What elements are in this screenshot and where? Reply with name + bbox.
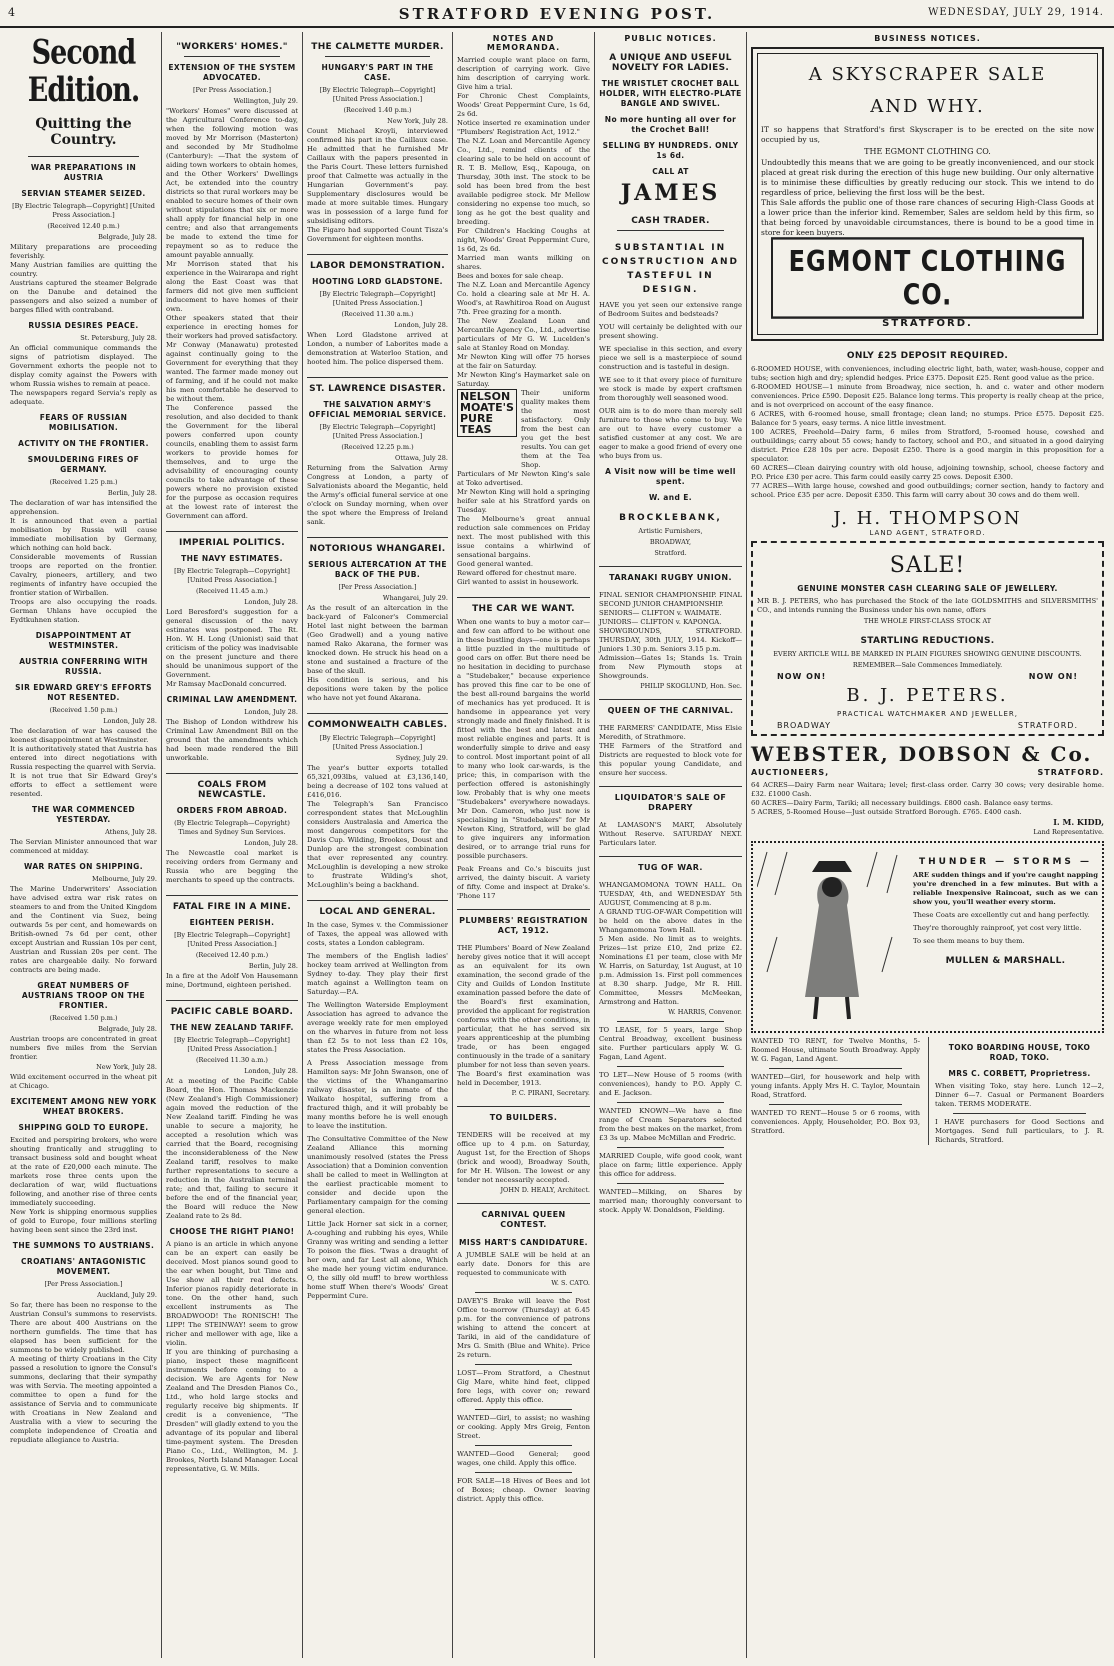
headline: DISAPPOINTMENT AT WESTMINSTER. — [35, 631, 132, 650]
wire-credit: [By Electric Telegraph—Copyright] [United Press Association.] — [319, 290, 436, 307]
article-paragraph: The Servian Minister announced that war commenced at midday. — [10, 838, 157, 855]
dateline: Melbourne, July 29. — [91, 875, 157, 883]
storm-headline: THUNDER — STORMS — — [918, 857, 1093, 867]
note-item: Mr Newton King's Haymarket sale on Saturday. — [457, 371, 590, 388]
received-time: (Received 11.30 a.m.) — [196, 1056, 268, 1064]
article-paragraph: So far, there has been no response to the Austrian Consul's summons to reservists. There are about 400 Austrians on the northern gumfields. The time that has elapsed has been sufficient for the summons to be widely published. — [10, 1301, 157, 1354]
divider — [184, 56, 280, 57]
received-time: (Received 1.40 p.m.) — [343, 106, 412, 114]
furniture-text: YOU will certainly be delighted with our present showing. — [599, 323, 742, 340]
notice-text: SENIORS— CLIFTON v. WAIMATE. — [599, 609, 722, 617]
article-paragraph: The Wellington Waterside Employment Association has agreed to advance the average weekly rate for men employed on the wharves in future from not less than £2 5s to not less than £2 10s, states the Press Association. — [307, 1001, 448, 1054]
dateline: Berlin, July 28. — [248, 962, 298, 970]
column-politics — [161, 32, 302, 1658]
column-public-notices — [594, 32, 746, 1658]
dateline: London, July 28. — [244, 598, 298, 606]
nelson-moate-ad — [457, 389, 590, 470]
divider — [475, 1445, 572, 1446]
dateline: New York, July 28. — [96, 1063, 157, 1071]
divider — [325, 56, 430, 57]
signature: P. C. PIRANI, Secretary. — [511, 1089, 590, 1097]
section-heading: QUEEN OF THE CARNIVAL. — [599, 699, 742, 716]
ad-text: STARTLING REDUCTIONS. — [860, 636, 995, 646]
article-paragraph: The year's butter exports totalled 65,321,093lbs, valued at £3,136,140, being a decrease of 102 tons valued at £416,016. — [307, 764, 448, 799]
notice-text: FINAL SENIOR CHAMPIONSHIP. FINAL SECOND JUNIOR CHAMPIONSHIP. — [599, 591, 742, 608]
section-heading: FATAL FIRE IN A MINE. — [166, 895, 298, 912]
section-heading: COALS FROM NEWCASTLE. — [166, 773, 298, 800]
headline: AUSTRIA CONFERRING WITH RUSSIA. — [19, 657, 148, 676]
firm-address: BROADWAY, — [649, 538, 692, 546]
article-paragraph: The declaration of war has intensified the apprehension. — [10, 499, 157, 516]
ad-text: A Visit now will be time well spent. — [605, 467, 736, 486]
wire-credit: (By Electric Telegraph—Copyright) Times and Sydney Sun Services. — [174, 819, 290, 836]
signature: W. HARRIS, Convenor. — [668, 1008, 742, 1016]
dateline: Belgrade, July 28. — [98, 233, 157, 241]
article-paragraph: Wild excitement occurred in the wheat pit at Chicago. — [10, 1073, 157, 1090]
signature: PHILIP SKOGLUND, Hon. Sec. — [640, 682, 742, 690]
section-heading: CARNIVAL QUEEN CONTEST. — [457, 1203, 590, 1230]
received-time: (Received 12.40 p.m.) — [195, 951, 269, 959]
notice-text: A GRAND TUG-OF-WAR Competition will be held on the above dates in the Whangamomona Town Hall. — [599, 908, 742, 934]
article-paragraph: A piano is an article in which anyone can be an expert can easily be deceived. Most pianos sound good to the ear when bought, but Time and Use show all their real defects. Inferior pianos rapidly deteriorate in tone. On the other hand, such excellent instruments as The BROADWOOD! The RONISCH! The LIPP! The STEINWAY! seem to grow richer and mellower with age, like a violin. — [166, 1240, 298, 1347]
property-listing: 6-ROOMED HOUSE, with conveniences, including electric light, bath, water, wash-house, copper and tubs; section high and dry; splendid hedges. Price £375. Deposit £25. Rent good value as the price. — [751, 365, 1104, 382]
sale-subheadline: GENUINE MONSTER CASH CLEARING SALE OF JEWELLERY. — [797, 584, 1058, 593]
classified-ad: When visiting Toko, stay here. Lunch 12—2, Dinner 6—7. Casual or Permanent Boarders taken. TERMS MODERATE. — [935, 1082, 1104, 1108]
nelson-text: Their uniform quality makes them the most satisfactory. Only from the best can you get the best results. You can get them at the Tea Shop. — [520, 389, 590, 469]
property-listing: 6 ACRES, with 6-roomed house, small frontage; clean land; no stumps. Price £575. Deposit £25. Balance for 5 years, easy terms. A nice little investment. — [751, 410, 1104, 427]
headline: A UNIQUE AND USEFUL NOVELTY FOR LADIES. — [609, 53, 732, 73]
trader-label: CASH TRADER. — [631, 216, 710, 226]
auctioneer-label: AUCTIONEERS, — [751, 768, 830, 777]
article-paragraph: Military preparations are proceeding feverishly. — [10, 243, 157, 260]
ad-text: These Coats are excellently cut and hang perfectly. — [913, 911, 1090, 919]
egmont-brand: EGMONT CLOTHING CO. — [771, 237, 1084, 319]
article-paragraph: It is announced that even a partial mobilisation by Russia will cause immediate mobilisation by Germany, which nothing can hold back. — [10, 517, 157, 552]
article-paragraph: It is not true that Sir Edward Grey's efforts to effect a settlement were resented. — [10, 772, 157, 798]
note-item: The New Zealand Loan and Mercantile Agency Co., Ltd., advertise particulars of Mr G. W. Lucelden's sale at Stanley Road on Monday. — [457, 317, 590, 352]
article-paragraph: Mr Ramsay MacDonald concurred. — [166, 680, 287, 688]
wire-credit: [Per Press Association.] — [338, 583, 417, 591]
column-heading: NOTES AND MEMORANDA. — [486, 34, 561, 52]
headline: ORDERS FROM ABROAD. — [176, 806, 288, 815]
note-item: Mr Newton King will offer 75 horses at the fair on Saturday. — [457, 353, 590, 370]
headline: THE NAVY ESTIMATES. — [181, 554, 283, 563]
address-city: STRATFORD. — [1017, 721, 1078, 730]
furniture-text: OUR aim is to do more than merely sell furniture to those who come to buy. We are out to have every customer a satisfied customer at any cost. We are eager to make a good friend of every one who buys from us. — [599, 407, 742, 460]
headline: SERIOUS ALTERCATION AT THE BACK OF THE PUB. — [308, 560, 447, 579]
ad-headline: A SKYSCRAPER SALE — [808, 64, 1047, 85]
ad-city: STRATFORD. — [882, 318, 973, 329]
headline: THE WRISTLET CROCHET BALL HOLDER, WITH ELECTRO-PLATE BANGLE AND SWIVEL. — [599, 79, 742, 108]
headline: EXTENSION OF THE SYSTEM ADVOCATED. — [168, 63, 296, 82]
edition-heading: Second Edition. — [27, 33, 140, 110]
note-item: The N.Z. Loan and Mercantile Agency Co. hold a clearing sale at Mr H. A. Wood's, at Rawhitiroa Road on August 7th. Free grazing for a month. — [457, 281, 590, 316]
firm-desc: Artistic Furnishers, — [638, 527, 703, 535]
article-paragraph: Troops are also occupying the roads. German Uhlans have occupied the Eydtkuhnen station. — [10, 598, 157, 624]
dateline: Athens, July 28. — [105, 828, 157, 836]
agent-title: LAND AGENT, STRATFORD. — [869, 529, 986, 537]
classified-ad: WANTED—Good General; good wages, one child. Apply this office. — [457, 1450, 590, 1467]
furniture-headline: SUBSTANTIAL IN CONSTRUCTION AND TASTEFUL IN DESIGN. — [601, 243, 740, 295]
classified-ad: TO LET—New House of 5 rooms (with conveniences), handy to P.O. Apply C. and E. Jackson. — [599, 1071, 742, 1097]
listing-heading: ONLY £25 DEPOSIT REQUIRED. — [846, 351, 1009, 361]
classified-ad: WANTED—Girl, for housework and help with young infants. Apply Mrs H. C. Taylor, Mountain Road, Stratford. — [751, 1073, 920, 1099]
auctioneer-city: STRATFORD. — [1037, 768, 1104, 777]
jeweller-title: PRACTICAL WATCHMAKER AND JEWELLER, — [836, 710, 1018, 718]
article-paragraph: The newspapers regard Servia's reply as adequate. — [10, 389, 157, 406]
dateline: Belgrade, July 28. — [98, 1025, 157, 1033]
divider — [475, 1364, 572, 1365]
section-heading: NOTORIOUS WHANGAREI. — [307, 537, 448, 554]
received-time: (Received 1.50 p.m.) — [49, 1014, 118, 1022]
jewellery-sale-ad — [751, 541, 1104, 736]
note-item: Married man wants milking on shares. — [457, 254, 590, 271]
article-paragraph: An official communique commands the signs of patriotism displayed. The Government exhorts the people not to display comity against the Powers with whom Russia wishes to remain at peace. — [10, 344, 157, 388]
received-time: (Received 11.45 a.m.) — [196, 587, 268, 595]
divider — [769, 1104, 902, 1105]
headline: GREAT NUMBERS OF AUSTRIANS TROOP ON THE FRONTIER. — [21, 981, 146, 1010]
article-paragraph: If you are thinking of purchasing a piano, inspect these magnificent instruments before coming to a decision. We are Agents for New Zealand and The Dresden Pianos Co., Ltd., who hold large stocks and regularly receive big shipments. If credit is a convenience, "The Dresden" will gladly extend to you the advantage of its popular and liberal time-payment system. The Dresden Piano Co., Ltd., Wellington, M. J. Brookes, North Island Manager. Local representative, G. W. Mills. — [166, 1348, 298, 1473]
article-paragraph: Austrians captured the steamer Belgrade on the Danube and detained the passengers and also seized a number of barges filled with contraband. — [10, 279, 157, 314]
signature: JOHN D. HEALY, Architect. — [500, 1186, 590, 1194]
property-listing: 77 ACRES—With large house, cowshed and good outbuildings; corner section, handy to factory and school. Price £35 per acre. Deposit £350. This farm will carry about 30 cows and do them well. — [751, 482, 1104, 499]
wire-credit: [By Electric Telegraph—Copyright] [United Press Association.] — [174, 567, 290, 584]
property-listing: 60 ACRES—Dairy Farm, Tariki; all necessary buildings. £800 cash. Balance easy terms. — [751, 799, 1053, 807]
column-cables — [302, 32, 452, 1658]
now-on-label: NOW ON! — [777, 672, 827, 681]
headline: EIGHTEEN PERISH. — [189, 918, 275, 927]
divider — [617, 1021, 724, 1022]
storm-illustration — [757, 847, 907, 1027]
article-paragraph: The Telegraph's San Francisco correspondent states that McLoughlin considers Australasia and America the most dangerous competitors for the Davis Cup. Wilding, Brookes, Doust and Dunlop are the strongest combination that ever represented any country. McLoughlin is developing a new stroke to frustrate Wilding's shot, McLoughlin's being a backhand. — [307, 800, 448, 889]
headline: THE SALVATION ARMY'S OFFICIAL MEMORIAL SERVICE. — [308, 400, 447, 419]
furniture-text: HAVE you yet seen our extensive range of Bedroom Suites and bedsteads? — [599, 301, 742, 318]
agent-name: I. M. KIDD, — [1053, 817, 1104, 827]
wire-credit: [Per Press Association.] — [193, 86, 271, 94]
ad-text: No more hunting all over for the Crochet Ball! — [604, 115, 737, 134]
section-heading: LIQUIDATOR'S SALE OF DRAPERY — [599, 786, 742, 813]
headline: ACTIVITY ON THE FRONTIER. — [18, 439, 149, 448]
dateline: London, July 28. — [244, 708, 298, 716]
property-listing: 6-ROOMED HOUSE—1 minute from Broadway, nice section, h. and c. water and other modern conveniences. Price £590. Deposit £25. Balance long terms. This property is really cheap at the price, and is not overpriced on account of the easy finance. — [751, 383, 1104, 409]
received-time: (Received 11.30 a.m.) — [341, 310, 414, 318]
headline: EXCITEMENT AMONG NEW YORK WHEAT BROKERS. — [10, 1097, 157, 1116]
article-paragraph: Count Michael Kroyli, interviewed confirmed his part in the Caillaux case. He admitted that he furnished Mr Caillaux with the papers presented in the Paris Court. These letters furnished proof that Calmette was actually in the Hungarian Government's pay. Supplementary disclosures would be made at more suitable times. Hungary was in possession of a large fund for subsidising editors. — [307, 127, 448, 225]
section-heading: TARANAKI RUGBY UNION. — [599, 566, 742, 583]
property-listing: 5 ACRES, 5-Roomed House—Just outside Stratford Borough. £765. £400 cash. — [751, 808, 1022, 816]
ad-text: THE EGMONT CLOTHING CO. — [864, 147, 991, 156]
notice-text: WHANGAMOMONA TOWN HALL. On TUESDAY, 4th, and WEDNESDAY 5th AUGUST, Commencing at 8 p.m. — [599, 881, 742, 907]
divider — [617, 1147, 724, 1148]
ad-text: EVERY ARTICLE WILL BE MARKED IN PLAIN FIGURES SHOWING GENUINE DISCOUNTS. — [773, 650, 1082, 658]
notice-text: A JUMBLE SALE will be held at an early date. Donors for this are requested to communicate with — [457, 1251, 590, 1277]
wire-credit: [By Electric Telegraph—Copyright] [United Press Association.] — [174, 931, 290, 948]
section-heading: LOCAL AND GENERAL. — [307, 900, 448, 917]
headline: SHIPPING GOLD TO EUROPE. — [18, 1123, 149, 1132]
wire-credit: [By Electric Telegraph—Copyright] [United Press Association.] — [319, 86, 436, 103]
article-paragraph: Many Austrian families are quitting the country. — [10, 261, 157, 278]
classified-ad: WANTED—Girl, to assist; no washing or cooking. Apply Mrs Greig, Fenton Street. — [457, 1414, 590, 1440]
divider — [28, 156, 139, 157]
newspaper-title: STRATFORD EVENING POST. — [398, 5, 716, 23]
note-item: For Children's Hacking Coughs at night, Woods' Great Peppermint Cure, 1s 6d, 2s 6d. — [457, 227, 590, 253]
skyscraper-sale-ad — [751, 47, 1104, 341]
classified-ad: LOST—From Stratford, a Chestnut Gig Mare, white hind feet, clipped fore legs, with cover on; reward offered. Apply this office. — [457, 1369, 590, 1404]
headline: HOOTING LORD GLADSTONE. — [312, 277, 443, 286]
article-paragraph: A Press Association message from Hamilton says: Mr John Swanson, one of the victims of the Whangamarino railway disaster, is an inmate of the Waikato hospital, suffering from a fractured thigh, and it will probably be many months before he is well enough to leave the institution. — [307, 1059, 448, 1130]
ad-text: To see them means to buy them. — [913, 937, 1025, 945]
section-heading: PLUMBERS' REGISTRATION ACT, 1912. — [457, 909, 590, 936]
headline: CROATIANS' ANTAGONISTIC MOVEMENT. — [20, 1257, 146, 1276]
boarding-house-name: TOKO BOARDING HOUSE, TOKO ROAD, TOKO. — [948, 1043, 1091, 1062]
article-paragraph: Mr Morrison stated that his experience in the Wairarapa and right along the East Coast was that farmers did not give men sufficient inducement to have homes of their own. — [166, 260, 298, 313]
note-item: Particulars of Mr Newton King's sale at Toko advertised. — [457, 470, 590, 487]
classified-ad: MARRIED Couple, wife good cook, want place on farm; little experience. Apply this office for address. — [599, 1152, 742, 1178]
note-item: Notice inserted re examination under "Plumbers' Registration Act, 1912." — [457, 119, 590, 136]
article-paragraph: The Consultative Committee of the New Zealand Alliance this morning unanimously resolved (states the Press Association) that a Dominion convention shall be called to meet in Wellington at the earliest practicable moment to consider and decide upon the Parliamentary campaign for the coming general election. — [307, 1135, 448, 1215]
jeweller-name: B. J. PETERS. — [846, 685, 1009, 706]
retailer-name: MULLEN & MARSHALL. — [945, 956, 1066, 966]
note-item: The N.Z. Loan and Mercantile Agency Co., Ltd., remind clients of the clearing sale to be held on account of R. T. B. Mellow, Esq., Kapouga, on Thursday, 30th inst. The stock to be sold has been bred from the best available pedigree stock. Mr Mellow considering no expense too much, so long as he got the best quality and breeding. — [457, 137, 590, 226]
article-paragraph: When one wants to buy a motor car—and few can afford to be without one in these bustling days—one is perhaps a little puzzled in the multitude of good cars on offer. But there need be no hesitation in deciding to purchase a "Studebaker," because experience has proved this fine car to be one of the best all-round bargains the world of mechanics has yet produced. It is handsome in appearance yet very strongly made and finely finished. It is fitted with the best and latest and most reliable engines and parts. It is wonderfully simple to drive and easy to control. Most important point of all to many who look car-wards, is the price; this, in comparison with the perfection offered is astonishingly low. Probably that is why one meets "Studebakers" everywhere nowadays. Mr Don. Cameron, who just now is specialising in "Studebakers" for Mr Newton King, Stratford, will be glad to give inquirers any information desired, or to arrange trial runs for possible purchasers. — [457, 618, 590, 860]
article-paragraph: Lord Beresford's suggestion for a general discussion of the navy estimates was postponed. The Rt. Hon. W. H. Long (Unionist) said that criticism of the policy was inadvisable on the present juncture and there should be unanimous support of the Government. — [166, 608, 298, 679]
divider — [617, 230, 724, 231]
section-heading: COMMONWEALTH CABLES. — [307, 713, 448, 730]
classified-ad: WANTED TO RENT—House 5 or 6 rooms, with conveniences. Apply, Householder, P.O. Box 93, Stratford. — [751, 1109, 920, 1135]
headline: CHOOSE THE RIGHT PIANO! — [169, 1227, 295, 1236]
notice-text: TENDERS will be received at my office up to 4 p.m. on Saturday, August 1st, for the Erection of Shops (brick and wood), Broadway South, for Mr H. Wilson. The lowest or any tender not necessarily accepted. — [457, 1131, 590, 1184]
article-paragraph: Little Jack Horner sat sick in a corner, A-coughing and rubbing his eyes, While Granny was writing and sending a letter To poison the flies. 'Twas a draught of her own, and far Lest all alone, Which she made her young victim endurance. O, the silly old muff! to brew worthless home stuff When there's Woods' Great Peppermint Cure. — [307, 1220, 448, 1300]
column-heading: PUBLIC NOTICES. — [624, 34, 717, 43]
now-on-row — [757, 672, 1098, 681]
wire-credit: [By Electric Telegraph—Copyright] [United Press Association.] — [319, 423, 436, 440]
firm-city: Stratford. — [654, 549, 687, 557]
classified-ad: WANTED TO RENT, for Twelve Months, 5-Roomed House, ultimate South Broadway. Apply W. G. Fagan, Land Agent. — [751, 1037, 920, 1063]
headline: HUNGARY'S PART IN THE CASE. — [321, 63, 434, 82]
notice-text: THE Plumbers' Board of New Zealand hereby gives notice that it will accept as an equivalent for its own examination, the second grade of the City and Guilds of London Institute examination passed before the date of the Board's first examination, provided the applicant for registration conforms with the other conditions, in particular, that he has served six years apprenticeship at the plumbing trade, or has been engaged continuously in the trade of a sanitary plumber for not less than seven years. The Board's first examination was held in December, 1913. — [457, 944, 590, 1087]
headline: WAR PREPARATIONS IN AUSTRIA — [30, 163, 137, 182]
auctioneer-row — [751, 768, 1104, 777]
article-paragraph: His condition is serious, and his depositions were taken by the police who have not yet found Akarana. — [307, 676, 448, 702]
article-paragraph: The Marine Underwriters' Association have advised extra war risk rates on steamers to and from the United Kingdom and the Continent via Suez, being outwards 5s per cent, and homewards on British-owned 7s 6d per cent, other except Austrian and Russian 10s per cent, Austrian and Russian 20s per cent. The rates are chargeable daily. No forward contracts are being made. — [10, 885, 157, 974]
ad-text: Undoubtedly this means that we are going to be greatly inconvenienced, and our stock placed at great risk during the erection of this huge new building. Our only alternative is to minimise these difficulties by greatly reducing our stock. This we intend to do regardless of price, believing the first loss will be the best. — [761, 158, 1094, 197]
article-paragraph: As the result of an altercation in the back-yard of Falconer's Commercial Hotel last night between the barman (Geo Gradwell) and a young native named Rako Akarana, the former was knocked down. He struck his head on a stone and sustained a fracture of the base of the skull. — [307, 604, 448, 675]
agent-title: Land Representative. — [1033, 828, 1104, 836]
property-listing: 64 ACRES—Dairy Farm near Waitara; level; first-class order. Carry 30 cows; very desirable home. £32. £1000 Cash. — [751, 781, 1104, 798]
proprietress: MRS C. CORBETT, Proprietress. — [948, 1069, 1091, 1078]
headline: THE SUMMONS TO AUSTRIANS. — [12, 1241, 155, 1250]
wire-credit: [By Electric Telegraph—Copyright] [United Press Association.] — [319, 734, 436, 751]
classified-ad: FOR SALE—18 Hives of Bees and lot of Boxes; cheap. Owner leaving district. Apply this office. — [457, 1477, 590, 1503]
article-paragraph: It is authoritatively stated that Austria has entered into direct negotiations with Russia respecting the quarrel with Servia. — [10, 745, 157, 771]
property-listing: 100 ACRES, Freehold—Dairy farm, 6 miles from Stratford, 5-roomed house, cowshed and outbuildings; carry about 55 cows; handy to factory, school and P.O., and situated in a good dairying district. Price £28 10s per acre. Deposit £250. There is a good margin in this proposition for a speculator. — [751, 428, 1104, 463]
classified-ad: TO LEASE, for 5 years, large Shop Central Broadway, excellent business site. Further particulars apply W. G. Fagan, Land Agent. — [599, 1026, 742, 1061]
received-time: (Received 12.40 p.m.) — [47, 222, 120, 230]
furniture-text: WE specialise in this section, and every piece we sell is a masterpiece of sound construction and is tasteful in design. — [599, 345, 742, 371]
ad-text: ARE sudden things and if you're caught napping you're drenched in a few minutes. But with a reliable Inexpensive Raincoat, such as we can show you, you'll weather every storm. — [913, 871, 1098, 906]
ad-text: They're thoroughly rainproof, yet cost very little. — [913, 924, 1082, 932]
headline: MISS HART'S CANDIDATURE. — [459, 1238, 588, 1247]
article-paragraph: At a meeting of the Pacific Cable Board, the Hon. Thomas Mackenzie (New Zealand's High Commissioner) again moved the reduction of the New Zealand tariff. Finding he was unable to secure a majority, he accepted a resolution which was carried that the Board, recognising the inconsiderableness of the New Zealand tariff, resolves to make further representations to secure a reduction in the Australian terminal rate; and that, failing to secure it before the end of the financial year, the Board will reduce the New Zealand rate to 2s 8d. — [166, 1077, 298, 1220]
note-item: Bees and boxes for sale cheap. — [457, 272, 564, 280]
section-heading: LABOR DEMONSTRATION. — [307, 254, 448, 271]
note-item: Good general wanted. — [457, 560, 534, 568]
article-paragraph: Peak Freans and Co.'s biscuits just arrived, the dainty biscuit. A variety of fifty. Come and inspect at Drake's. 'Phone 117 — [457, 865, 590, 900]
issue-date: WEDNESDAY, JULY 29, 1914. — [928, 7, 1104, 18]
dateline: London, July 28. — [244, 839, 298, 847]
section-heading: TUG OF WAR. — [599, 856, 742, 873]
column-war-news — [6, 32, 161, 1658]
note-item: Reward offered for chestnut mare. — [457, 569, 577, 577]
notice-text: At LAMASON'S MART, Absolutely Without Reserve. SATURDAY NEXT. Particulars later. — [599, 821, 742, 847]
notice-text: SHOWGROUNDS, STRATFORD. THURSDAY, 30th JULY, 1914. Kickoff—Juniors 1.30 p.m. Seniors 3.15 p.m. — [599, 627, 742, 653]
article-paragraph: The Newcastle coal market is receiving orders from Germany and Russia who are begging the merchants to speed up the contracts. — [166, 849, 298, 884]
ad-text: MR B. J. PETERS, who has purchased the Stock of the late GOLDSMITHS and SILVERSMITHS' CO., and intends running the Business under his own name, offers — [757, 597, 1098, 614]
ad-text: IT so happens that Stratford's first Skyscraper is to be erected on the site now occupied by us, — [761, 125, 1094, 144]
page-number: 4 — [8, 6, 15, 19]
notice-text: JUNIORS— CLIFTON v. KAPONGA. — [599, 618, 722, 626]
ad-text: CALL AT — [652, 167, 689, 176]
article-paragraph: Excited and perspiring brokers, who were shouting frantically and struggling to transact business sold and bought wheat at the rate of £20,000 each minute. The markets rose three cents upon the declaration of war, wild fluctuations following, and another rise of three cents immediately succeeding. — [10, 1136, 157, 1207]
agent-name: J. H. THOMPSON — [833, 508, 1022, 529]
article-paragraph: The Figaro had supported Count Tisza's Government for eighteen months. — [307, 226, 448, 243]
headline: WAR RATES ON SHIPPING. — [24, 862, 143, 871]
dateline: St. Petersburg, July 28. — [80, 334, 157, 342]
wire-credit: [Per Press Association.] — [44, 1280, 123, 1288]
article-paragraph: Austrian troops are concentrated in great numbers five miles from the Servian frontier. — [10, 1035, 157, 1061]
masthead — [0, 0, 1114, 28]
headline: CRIMINAL LAW AMENDMENT. — [166, 695, 298, 704]
section-heading: ST. LAWRENCE DISASTER. — [307, 377, 448, 394]
headline: RUSSIA DESIRES PEACE. — [28, 321, 139, 330]
property-listing: 60 ACRES—Clean dairying country with old house, adjoining township, school, cheese factory and P.O. Price £30 per acre. This farm could easily carry 25 cows. Deposit £300. — [751, 464, 1104, 481]
headline: THE WAR COMMENCED YESTERDAY. — [31, 805, 136, 824]
section-heading: PACIFIC CABLE BOARD. — [166, 1000, 298, 1017]
jeweller-address — [757, 721, 1098, 730]
note-item: Married couple want place on farm, description of carrying work. Give him description of carrying work. Give him a trial. — [457, 56, 590, 91]
note-item: For Chronic Chest Complaints, Woods' Great Peppermint Cure, 1s 6d, 2s 6d. — [457, 92, 590, 118]
notice-text: THE FARMERS' CANDIDATE, Miss Elsie Meredith, of Strathmore. — [599, 724, 742, 741]
notice-text: Admission—Gates 1s; Stands 1s. Train from New Plymouth stops at Showgrounds. — [599, 654, 742, 680]
section-heading: IMPERIAL POLITICS. — [166, 531, 298, 548]
nelson-brand: NELSON MOATE'S PURE TEAS — [457, 389, 517, 437]
ad-text: REMEMBER—Sale Commences Immediately. — [852, 661, 1003, 669]
headline: SIR EDWARD GREY'S EFFORTS NOT RESENTED. — [15, 683, 152, 702]
article-paragraph: In a fire at the Adolf Von Hausemann mine, Dortmund, eighteen perished. — [166, 972, 298, 989]
article-paragraph: The Bishop of London withdrew his Criminal Law Amendment Bill on the ground that the amendments which had been made rendered the Bill unworkable. — [166, 718, 298, 762]
headline: "WORKERS' HOMES." — [176, 42, 288, 52]
ad-text: This Sale affords the public one of those rare chances of securing High-Class Goods at a lower price than the inferior kind. Remember, Sales are seldom held by this firm, so that being forced by unavoidable circumstances, there is bound to be a good time in store for keen buyers. — [761, 198, 1094, 237]
section-heading: THE CAR WE WANT. — [457, 597, 590, 614]
classified-ad: WANTED—Milking, on Shares by married man; thoroughly conversant to stock. Apply W. Donaldson, Fielding. — [599, 1188, 742, 1214]
subheading: Quitting the Country. — [35, 116, 132, 148]
ad-text: THE WHOLE FIRST-CLASS STOCK AT — [863, 617, 992, 625]
headline: FEARS OF RUSSIAN MOBILISATION. — [39, 413, 128, 432]
article-paragraph: When Lord Gladstone arrived at London, a number of Laborites made a demonstration at Waterloo Station, and hooted him. The police dispersed them. — [307, 331, 448, 366]
dateline: Berlin, July 28. — [107, 489, 157, 497]
divider — [475, 1409, 572, 1410]
notice-text: DAVEY'S Brake will leave the Post Office to-morrow (Thursday) at 6.45 p.m. for the convenience of patrons wishing to attend the concert at Tariki, in aid of the candidature of Mrs G. Smith (Blue and White). Price 2s return. — [457, 1297, 590, 1359]
headline: SERVIAN STEAMER SEIZED. — [21, 189, 146, 198]
now-on-label: NOW ON! — [1028, 672, 1078, 681]
dateline: Whangarei, July 29. — [382, 594, 448, 602]
article-paragraph: The members of the English ladies' hockey team arrived at Wellington from Sydney to-day. They play their first match against a Wellington team on Saturday.—P.A. — [307, 952, 448, 996]
article-paragraph: A meeting of thirty Croatians in the City passed a resolution to ignore the Consul's summons, declaring that their sympathy was with Servia. The meeting appointed a committee to open a fund for the assistance of Servia and to communicate with Croatians in New Zealand and Australia with a view to securing the complete independence of Croatia and repudiate allegiance to Austria. — [10, 1355, 157, 1444]
dateline: Auckland, July 29. — [97, 1291, 157, 1299]
headline: THE NEW ZEALAND TARIFF. — [170, 1023, 294, 1032]
article-paragraph: In the case, Symes v. the Commissioner of Taxes, the appeal was allowed with costs, states a London cablegram. — [307, 921, 448, 947]
wire-credit: [By Electric Telegraph—Copyright] [United Press Association.] — [174, 1036, 290, 1053]
divider — [617, 1102, 724, 1103]
signature: W. S. CATO. — [551, 1279, 590, 1287]
received-time: (Received 1.50 p.m.) — [49, 706, 118, 714]
firm-name: BROCKLEBANK, — [619, 513, 722, 523]
dateline: New York, July 28. — [387, 117, 448, 125]
section-heading: TO BUILDERS. — [457, 1106, 590, 1123]
address-street: BROADWAY — [777, 721, 832, 730]
received-time: (Received 12.25 p.m.) — [341, 443, 414, 451]
james-name: JAMES — [620, 180, 721, 206]
classified-ad: I HAVE purchasers for Good Sections and Mortgages. Send full particulars, to J. R. Richards, Stratford. — [935, 1118, 1104, 1144]
wire-credit: [By Electric Telegraph—Copyright] [United Press Association.] — [12, 202, 155, 219]
auctioneer-name: WEBSTER, DOBSON & Co. — [751, 742, 1093, 766]
dateline: Wellington, July 29. — [233, 97, 298, 105]
ad-headline: AND WHY. — [870, 96, 985, 117]
column-business-notices — [746, 32, 1108, 1658]
article-paragraph: "Workers' Homes" were discussed at the Agricultural Conference to-day, when the following motion was moved by Mr Morrison (Masterton) and seconded by Mr Studholme (Canterbury): —That the system of aiding town workers to obtain homes, and the Other Workers' Dwellings Act, be extended into the country districts so that rural workers may be enabled to secure homes of their own without stipulations that six or more shall apply for financial help in one centre; and also that arrangements be made to extend the time for repayment so as to reduce the amount payable annually. — [166, 107, 298, 259]
raincoat-ad — [751, 841, 1104, 1033]
divider — [617, 1183, 724, 1184]
dateline: London, July 28. — [394, 321, 448, 329]
article-paragraph: Mr Conway (Manawatu) protested against continually going to the Government for everything that they wanted. The farmer made money out of farming, and if he could not make his men comfortable he deserved to be without them. — [166, 341, 298, 403]
note-item: Girl wanted to assist in housework. — [457, 578, 579, 586]
article-paragraph: Considerable movements of Russian troops are reported on the frontier. Cavalry, pioneers, artillery, and two regiments of infantry have occupied the frontier station of Wirballen. — [10, 553, 157, 597]
headline: THE CALMETTE MURDER. — [311, 42, 444, 52]
dateline: Ottawa, July 28. — [395, 454, 448, 462]
article-paragraph: Returning from the Salvation Army Congress at London, a party of Salvationists aboard the Megantic, held the Army's official funeral service at one o'clock on Sunday morning, when over the spot where the Empress of Ireland sank. — [307, 464, 448, 526]
divider — [953, 1113, 1086, 1114]
divider — [475, 1472, 572, 1473]
dateline: Sydney, July 29. — [395, 754, 448, 762]
note-item: Mr Newton King will hold a springing heifer sale at his Stratford yards on Tuesday. — [457, 488, 590, 514]
firm-name: W. and E. — [648, 493, 693, 502]
ad-text: SELLING BY HUNDREDS. ONLY 1s 6d. — [602, 141, 739, 160]
dateline: London, July 28. — [103, 717, 157, 725]
sale-headline: SALE! — [889, 553, 966, 578]
notice-text: THE Farmers of the Stratford and Districts are requested to block vote for this popular young Candidate, and ensure her success. — [599, 742, 742, 777]
article-paragraph: The Conference passed the resolution, and also decided to thank the Government for the liberal powers conferred upon county councils, enabling them to assist farm workers to provide homes for themselves, and to urge the advisability of encouraging county councils to take advantage of these powers where no provision existed for the purpose as occasion requires at the lowest rate of interest the Government can afford. — [166, 404, 298, 520]
article-paragraph: New York is shipping enormous supplies of gold to Europe, four millions sterling having been sent since the 23rd inst. — [10, 1208, 157, 1234]
column-notes — [452, 32, 594, 1658]
article-paragraph: Other speakers stated that their experience in erecting homes for their workers had proved satisfactory. — [166, 314, 298, 340]
notice-text: 5 Men aside. No limit as to weights. Prizes—1st prize £10, 2nd prize £2. Nominations £1 per team, close with Mr W. Harris, on Saturday, 1st August, at 10 p.m. Admission 1s. First poll commences at 8.30 sharp. Judge, Mr R. Hill. Committee, Messrs McMeekan, Armstrong and Hatton. — [599, 935, 742, 1006]
note-item: The Melbourne's great annual reduction sale commences on Friday next. The most published with this issue contains a whirlwind of sensational bargains. — [457, 515, 590, 559]
divider — [769, 1068, 902, 1069]
classified-ad: WANTED KNOWN—We have a fine range of Cream Separators selected from the best makes on the market, from £3 3s up. Mabee McMillan and Fredric. — [599, 1107, 742, 1142]
dateline: London, July 28. — [244, 1067, 298, 1075]
article-paragraph: The declaration of war has caused the keenest disappointment at Westminster. — [10, 727, 157, 744]
received-time: (Received 1.25 p.m.) — [49, 478, 118, 486]
headline: SMOULDERING FIRES OF GERMANY. — [27, 455, 140, 474]
divider — [617, 1066, 724, 1067]
divider — [475, 1292, 572, 1293]
column-heading: BUSINESS NOTICES. — [874, 34, 981, 43]
furniture-text: WE see to it that every piece of furniture we stock is made by expert craftsmen from thoroughly well seasoned wood. — [599, 376, 742, 402]
